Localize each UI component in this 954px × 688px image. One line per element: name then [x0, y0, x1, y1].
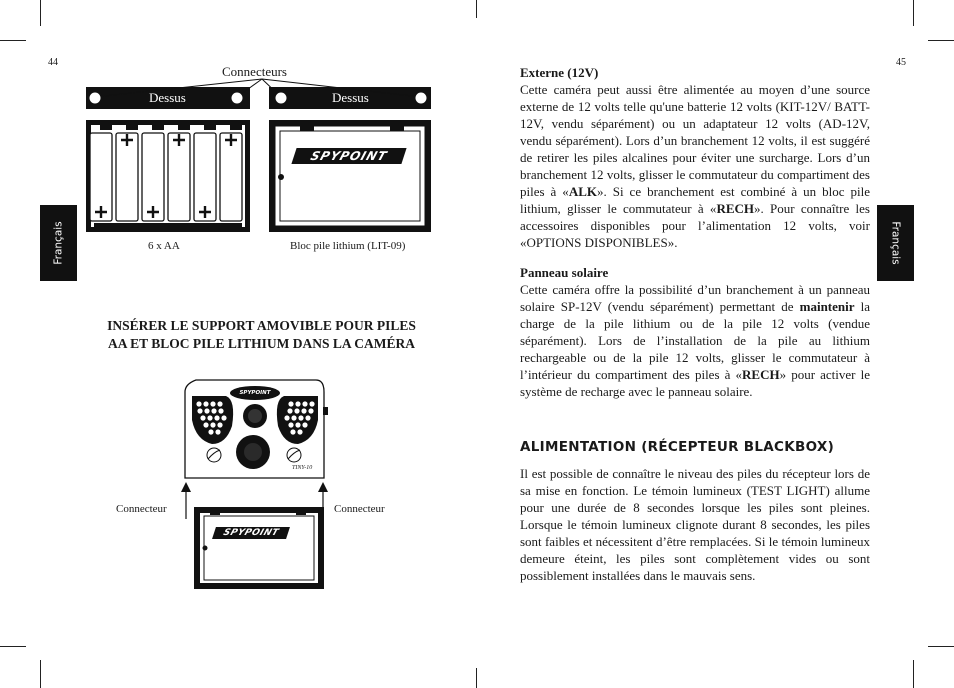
camera-logo — [237, 388, 273, 398]
language-tab-label: Français — [889, 221, 902, 265]
top-label-left: Dessus — [149, 90, 186, 105]
solar-section — [520, 264, 870, 400]
inserted-pack-logo — [212, 527, 290, 539]
section-heading-blackbox: ALIMENTATION (RÉCEPTEUR BLACKBOX) — [520, 439, 835, 455]
externe-title: Externe (12V) — [520, 65, 599, 80]
blackbox-paragraph — [520, 465, 870, 584]
caption-lithium: Bloc pile lithium (LIT-09) — [290, 240, 406, 252]
language-tab-label: Français — [52, 221, 65, 265]
page-number-right: 45 — [896, 57, 906, 68]
solar-title: Panneau solaire — [520, 265, 609, 280]
caption-aa: 6 x AA — [148, 240, 180, 252]
inserted-pack-logo-text: SPYPOINT — [221, 528, 281, 538]
connector-label-left: Connecteur — [116, 503, 167, 515]
camera-logo-text: SPYPOINT — [239, 390, 271, 396]
blackbox-text: Il est possible de connaître le niveau des piles du récepteur lors de sa mise en fonction. Le témoin lumineux (TEST LIGHT) allume pour une durée de 8 secondes lorsque les piles sont pleines. Lorsque le témoin lumineux clignote durant 8 secondes, les piles sont faibles et nécessitent d’être remplacées. Si le témoin lumineux demeure éteint, les piles sont complètement vides ou sont possiblement installées dans le mauvais sens. — [520, 466, 870, 583]
connectors-label: Connecteurs — [222, 64, 287, 79]
top-label-right: Dessus — [332, 90, 369, 105]
page-number-left: 44 — [48, 57, 58, 68]
connector-label-right: Connecteur — [334, 503, 385, 515]
externe-paragraph: Cette caméra peut aussi être alimentée au moyen d’une source externe de 12 volts telle qu'une batterie 12 volts (KIT-12V/ BATT-12V, vendu séparément) ou un adaptateur 12 volts (AD-12V, vendu séparément). Lors d’un branchement 12 volts, il est suggéré de retirer les piles alcalines pour éviter une surcharge. Lors d’un branchement 12 volts, glisser le commutateur du compartiment des piles à «ALK». Si ce branchement est combiné à un bloc pile lithium, glisser le commutateur à «RECH». Pour connaître les accessoires disponibles pour l’alimentation 12 volts, voir «OPTIONS DISPONIBLES». — [520, 82, 870, 250]
solar-paragraph: Cette caméra offre la possibilité d’un branchement à un panneau solaire SP-12V (vendu séparément) permettant de maintenir la charge de la pile lithium ou de la pile 12 volts (vendue séparément). Lors de l’installation de la pile au lithium rechargeable ou de la pile 12 volts, glisser le commutateur à l’intérieur du compartiment des piles à «RECH» pour activer le système de recharge avec le panneau solaire. — [520, 282, 870, 399]
externe-section — [520, 64, 870, 251]
camera-model-label: TINY-10 — [292, 465, 313, 471]
install-heading-line1: INSÉRER LE SUPPORT AMOVIBLE POUR PILES — [107, 318, 416, 333]
spypoint-logo-text: SPYPOINT — [308, 149, 390, 163]
install-heading-line2: AA ET BLOC PILE LITHIUM DANS LA CAMÉRA — [108, 336, 415, 351]
